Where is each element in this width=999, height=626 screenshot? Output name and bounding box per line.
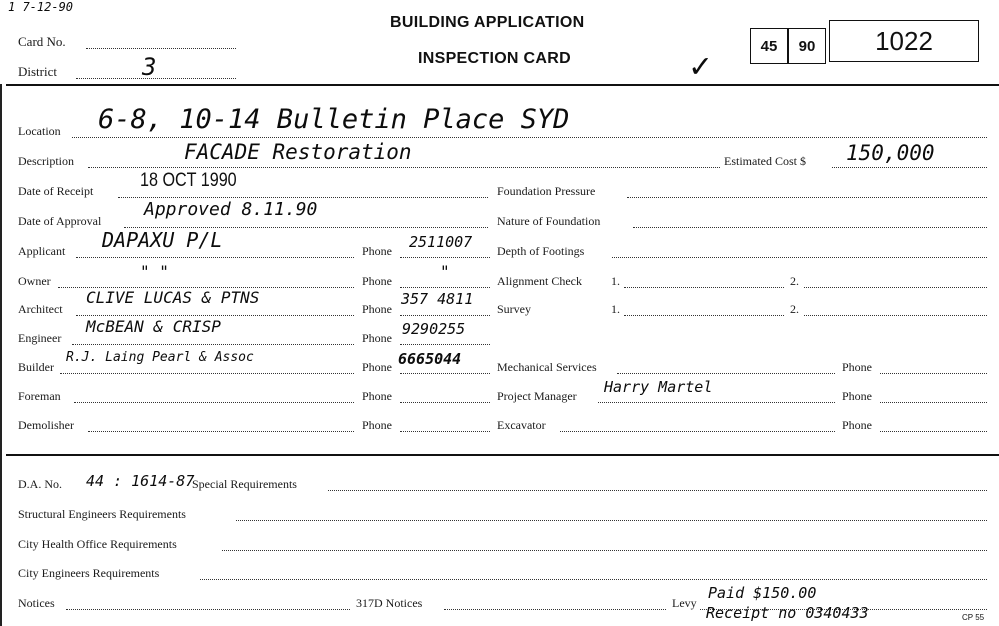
architect-line <box>76 315 354 316</box>
mechanical-phone-label: Phone <box>842 360 872 374</box>
project-manager-label: Project Manager <box>497 389 577 403</box>
estimated-cost-value: 150,000 <box>846 141 935 165</box>
card-no-label: Card No. <box>18 34 66 49</box>
nature-of-foundation-label: Nature of Foundation <box>497 214 601 228</box>
structural-engineers-line <box>236 520 987 521</box>
estimated-cost-label: Estimated Cost $ <box>724 154 806 168</box>
date-of-approval-label: Date of Approval <box>18 214 102 228</box>
foreman-label: Foreman <box>18 389 61 403</box>
owner-phone-line <box>400 287 490 288</box>
description-value: FACADE Restoration <box>184 140 412 164</box>
da-no-value: 44 : 1614-87 <box>86 472 195 490</box>
city-health-label: City Health Office Requirements <box>18 537 177 551</box>
demolisher-phone-line <box>400 431 490 432</box>
engineer-label: Engineer <box>18 331 62 345</box>
builder-line <box>60 373 354 374</box>
receipt-value: Receipt no 0340433 <box>706 604 869 622</box>
divider-top <box>6 84 999 86</box>
corner-note: 1 7-12-90 <box>8 0 74 14</box>
notices-label: Notices <box>18 596 55 610</box>
project-manager-phone-label: Phone <box>842 389 872 403</box>
check-mark-icon: ✓ <box>690 46 711 86</box>
alignment-check-1: 1. <box>611 274 620 288</box>
date-of-receipt-line <box>118 197 488 198</box>
survey-1: 1. <box>611 302 620 316</box>
notices-line <box>66 609 350 610</box>
builder-phone-line <box>400 373 490 374</box>
card-no-line <box>86 48 236 49</box>
description-line <box>88 167 720 168</box>
depth-of-footings-label: Depth of Footings <box>497 244 585 258</box>
architect-label: Architect <box>18 302 63 316</box>
demolisher-phone-label: Phone <box>362 418 392 432</box>
number-box-2: 90 <box>788 28 826 64</box>
applicant-phone-line <box>400 257 490 258</box>
owner-phone-label: Phone <box>362 274 392 288</box>
applicant-line <box>76 257 354 258</box>
engineer-value: McBEAN & CRISP <box>86 317 221 336</box>
applicant-label: Applicant <box>18 244 66 258</box>
foreman-line <box>74 402 354 403</box>
mechanical-services-line <box>617 373 835 374</box>
city-engineers-line <box>200 579 987 580</box>
architect-value: CLIVE LUCAS & PTNS <box>86 288 260 307</box>
foundation-pressure-label: Foundation Pressure <box>497 184 596 198</box>
estimated-cost-line <box>832 167 987 168</box>
builder-value: R.J. Laing Pearl & Assoc <box>66 350 254 365</box>
project-manager-value: Harry Martel <box>604 378 713 396</box>
excavator-phone-label: Phone <box>842 418 872 432</box>
alignment-check-2: 2. <box>790 274 799 288</box>
engineer-phone-label: Phone <box>362 331 392 345</box>
excavator-line <box>560 431 835 432</box>
notices-317d-label: 317D Notices <box>356 596 423 610</box>
architect-phone-value: 357 4811 <box>401 290 474 308</box>
district-value: 3 <box>142 53 157 81</box>
architect-phone-line <box>400 315 490 316</box>
builder-phone-label: Phone <box>362 360 392 374</box>
levy-label: Levy <box>672 596 697 610</box>
depth-of-footings-line <box>612 257 987 258</box>
date-of-receipt-value: 18 OCT 1990 <box>140 170 237 191</box>
builder-phone-value: 6665044 <box>398 350 462 368</box>
alignment-check-label: Alignment Check <box>497 274 582 288</box>
city-health-line <box>222 550 987 551</box>
number-box-1: 45 <box>750 28 788 64</box>
survey-2: 2. <box>790 302 799 316</box>
structural-engineers-label: Structural Engineers Requirements <box>18 507 186 521</box>
date-of-receipt-label: Date of Receipt <box>18 184 94 198</box>
owner-label: Owner <box>18 274 51 288</box>
city-engineers-label: City Engineers Requirements <box>18 566 160 580</box>
alignment-check-line-1 <box>624 287 784 288</box>
engineer-line <box>72 344 354 345</box>
builder-label: Builder <box>18 360 54 374</box>
left-edge <box>0 84 8 626</box>
divider-middle <box>6 454 999 456</box>
nature-of-foundation-line <box>633 227 987 228</box>
engineer-phone-value: 9290255 <box>402 320 466 338</box>
da-no-label: D.A. No. <box>18 477 62 491</box>
description-label: Description <box>18 154 74 168</box>
survey-line-2 <box>804 315 987 316</box>
levy-value: Paid $150.00 <box>708 584 817 602</box>
project-manager-line <box>598 402 835 403</box>
form-code: CP 55 <box>962 613 985 622</box>
excavator-phone-line <box>880 431 987 432</box>
notices-317d-line <box>444 609 666 610</box>
survey-label: Survey <box>497 302 531 316</box>
survey-line-1 <box>624 315 784 316</box>
alignment-check-line-2 <box>804 287 987 288</box>
date-of-approval-value: Approved 8.11.90 <box>144 199 318 220</box>
demolisher-line <box>88 431 354 432</box>
location-value: 6-8, 10-14 Bulletin Place SYD <box>98 104 570 135</box>
demolisher-label: Demolisher <box>18 418 74 432</box>
applicant-phone-label: Phone <box>362 244 392 258</box>
special-requirements-line <box>328 490 987 491</box>
owner-phone-value: " <box>440 262 450 281</box>
architect-phone-label: Phone <box>362 302 392 316</box>
applicant-phone-value: 2511007 <box>409 233 473 251</box>
location-label: Location <box>18 124 61 138</box>
number-box-3: 1022 <box>829 20 979 62</box>
foreman-phone-line <box>400 402 490 403</box>
mechanical-services-label: Mechanical Services <box>497 360 597 374</box>
title-line-1: BUILDING APPLICATION <box>390 14 585 31</box>
mechanical-phone-line <box>880 373 987 374</box>
owner-value: " " <box>140 262 169 281</box>
project-manager-phone-line <box>880 402 987 403</box>
location-line <box>72 137 987 138</box>
special-requirements-label: Special Requirements <box>192 477 297 491</box>
foreman-phone-label: Phone <box>362 389 392 403</box>
excavator-label: Excavator <box>497 418 546 432</box>
district-label: District <box>18 64 57 79</box>
applicant-value: DAPAXU P/L <box>102 228 223 252</box>
engineer-phone-line <box>400 344 490 345</box>
title-line-2: INSPECTION CARD <box>418 50 571 67</box>
foundation-pressure-line <box>627 197 987 198</box>
